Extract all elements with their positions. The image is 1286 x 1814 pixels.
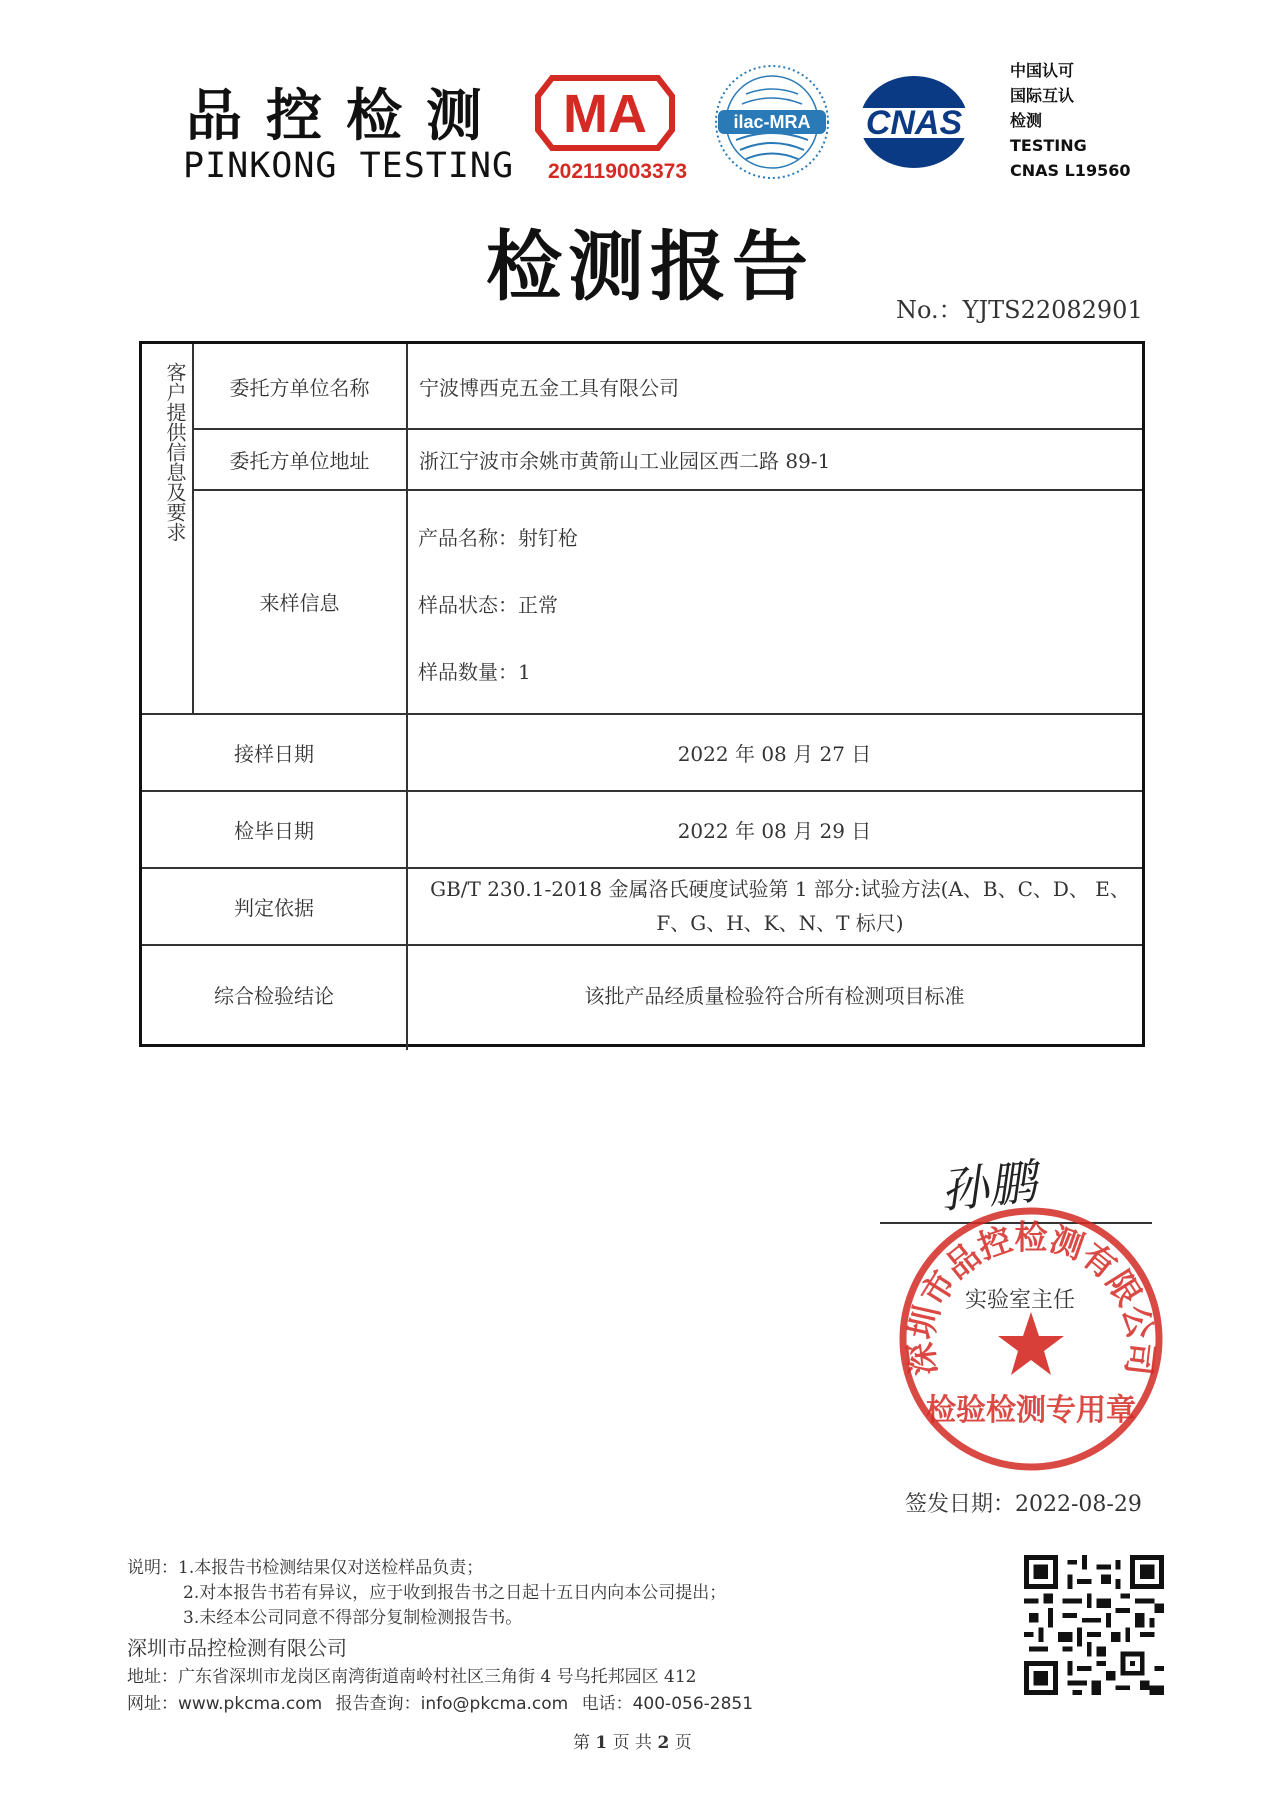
seal-company-name: 深圳市品控检测有限公司 — [900, 1217, 1162, 1378]
page-suffix: 页 — [674, 1733, 692, 1753]
sample-info-label: 来样信息 — [259, 591, 340, 615]
accreditation-line: TESTING — [1010, 136, 1087, 155]
client-name-value: 宁波博西克五金工具有限公司 — [419, 375, 679, 400]
report-inquiry-email: 报告查询：info@pkcma.com — [335, 1694, 569, 1714]
client-address-value: 浙江宁波市余姚市黄箭山工业园区西二路 89-1 — [419, 448, 831, 473]
contact-info — [127, 1689, 761, 1714]
ilac-mra-logo — [712, 62, 832, 182]
receipt-date-value: 2022 年 08 月 27 日 — [677, 741, 872, 766]
sample-status: 样品状态：正常 — [418, 593, 558, 617]
client-info-side-label: 客户提供信息及要求 — [163, 362, 187, 542]
conclusion-value: 该批产品经质量检验符合所有检测项目标准 — [584, 984, 965, 1008]
signer-title: 实验室主任 — [965, 1288, 1076, 1313]
brand-name-english: PINKONG TESTING — [183, 146, 515, 186]
ilac-logo-text: ilac-MRA — [733, 112, 811, 132]
issue-date: 签发日期：2022-08-29 — [905, 1492, 1142, 1517]
phone-number: 电话：400-056-2851 — [581, 1694, 754, 1714]
page-prefix: 第 — [573, 1733, 590, 1753]
receipt-date-label: 接样日期 — [234, 741, 314, 766]
qr-code — [1024, 1555, 1164, 1695]
cma-certificate-number: 202119003373 — [548, 160, 687, 183]
accreditation-line: 中国认可 — [1010, 61, 1075, 80]
completion-date-label: 检毕日期 — [234, 818, 314, 843]
website: 网址：www.pkcma.com — [127, 1694, 323, 1714]
accreditation-line: 检测 — [1010, 111, 1043, 130]
current-page: 1 — [595, 1733, 608, 1753]
total-pages: 2 — [657, 1733, 670, 1753]
accreditation-text — [1010, 58, 1130, 183]
cma-logo-text: MA — [563, 84, 647, 144]
report-info-table — [139, 341, 1145, 1047]
basis-line: GB/T 230.1-2018 金属洛氏硬度试验第 1 部分:试验方法(A、B、C、D、 E、 — [430, 877, 1130, 901]
completion-date-value: 2022 年 08 月 29 日 — [677, 818, 872, 843]
cnas-logo-text: CNAS — [865, 104, 963, 142]
conclusion-label: 综合检验结论 — [214, 984, 334, 1008]
note-line: 2.对本报告书若有异议，应于收到报告书之日起十五日内向本公司提出； — [183, 1583, 727, 1603]
note-line: 3.未经本公司同意不得部分复制检测报告书。 — [183, 1608, 523, 1628]
report-number: No.：YJTS22082901 — [896, 296, 1143, 324]
cnas-logo — [848, 70, 980, 174]
sample-quantity: 样品数量：1 — [418, 660, 531, 684]
brand-name-chinese: 品控检测 — [186, 83, 506, 149]
sample-product-name: 产品名称：射钉枪 — [418, 526, 578, 550]
cma-logo — [534, 72, 676, 154]
official-seal — [890, 1198, 1172, 1480]
note-line: 说明：1.本报告书检测结果仅对送检样品负责； — [127, 1558, 484, 1578]
client-address-label: 委托方单位地址 — [229, 448, 370, 473]
page-middle: 页 共 — [612, 1733, 653, 1753]
report-notes — [127, 1556, 726, 1631]
basis-line: F、G、H、K、N、T 标尺) — [656, 911, 904, 935]
company-address: 地址：广东省深圳市龙岗区南湾街道南岭村社区三角街 4 号乌托邦园区 412 — [127, 1667, 697, 1687]
client-name-label: 委托方单位名称 — [229, 375, 370, 400]
handwritten-signature: 孙鹏 — [937, 1154, 1040, 1220]
accreditation-line: CNAS L19560 — [1010, 161, 1131, 180]
page-indicator — [573, 1728, 692, 1753]
basis-value — [418, 872, 1142, 940]
basis-label: 判定依据 — [234, 895, 314, 920]
company-name: 深圳市品控检测有限公司 — [127, 1636, 347, 1660]
seal-bottom-text: 检验检测专用章 — [926, 1393, 1136, 1428]
report-title: 检测报告 — [486, 222, 814, 311]
accreditation-line: 国际互认 — [1010, 86, 1075, 105]
